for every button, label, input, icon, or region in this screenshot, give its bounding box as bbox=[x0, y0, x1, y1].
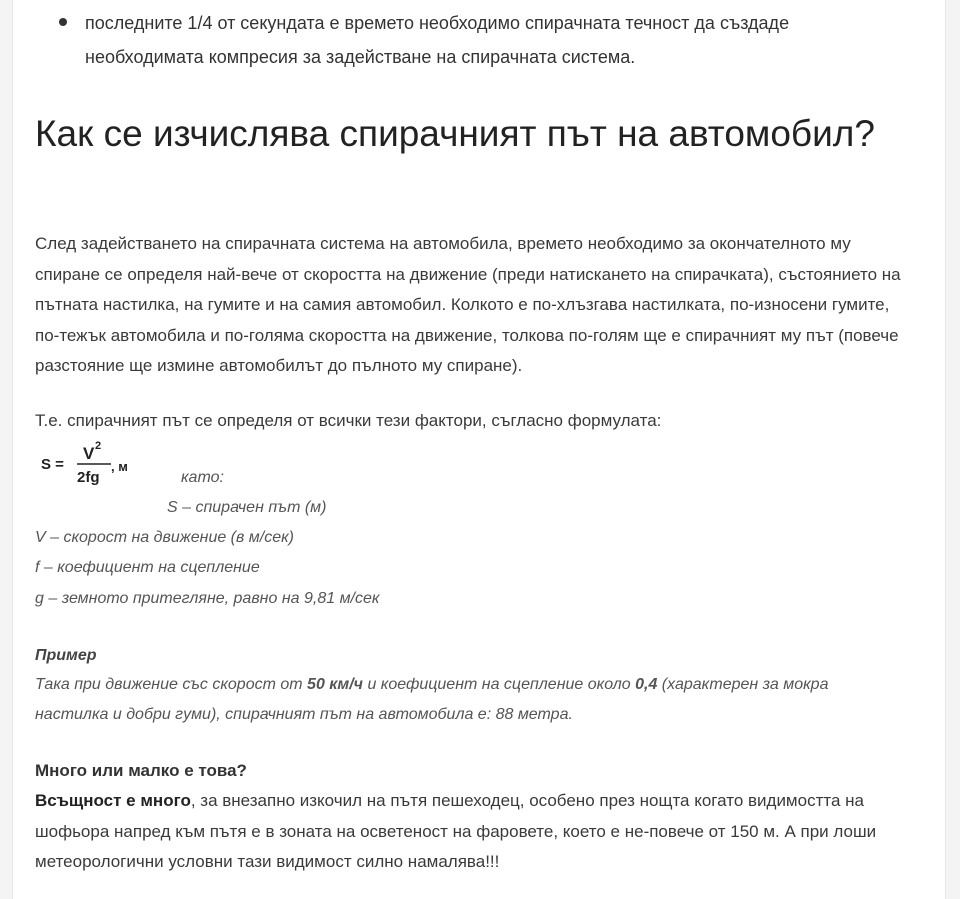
definition-f: f – коефициент на сцепление bbox=[35, 559, 260, 576]
bullet-list bbox=[49, 6, 909, 74]
example-speed: 50 км/ч bbox=[307, 676, 364, 693]
list-item bbox=[49, 6, 909, 74]
bullet-dot-icon bbox=[59, 18, 67, 26]
example-text-part: и коефициент на сцепление около bbox=[363, 676, 636, 693]
list-item-text: последните 1/4 от секундата е времето необходимо спирачната течност да създаде необходимата компресия за задействане на спирачната система. bbox=[85, 13, 790, 67]
formula-unit: , м bbox=[111, 459, 128, 474]
example-text-part: Така при движение със скорост от bbox=[35, 676, 308, 693]
answer-paragraph bbox=[35, 786, 915, 878]
braking-distance-formula bbox=[39, 438, 169, 490]
example-coefficient: 0,4 bbox=[635, 676, 658, 693]
formula-exponent: 2 bbox=[95, 440, 102, 452]
question-heading: Много или малко е това? bbox=[35, 761, 247, 780]
formula-numerator: V bbox=[83, 444, 95, 463]
answer-emphasis: Всъщност е много bbox=[35, 791, 191, 810]
example-text bbox=[35, 670, 905, 730]
formula-denominator: 2fg bbox=[77, 469, 100, 486]
definition-v: V – скорост на движение (в м/сек) bbox=[35, 529, 294, 546]
example-title: Пример bbox=[35, 647, 97, 664]
answer-text: , за внезапно изкочил на пътя пешеходец, особено през нощта когато видимостта на шофьора напред към пътя е в зоната на осветеност на фаровете, което е не-повече от 150 м. А при лоши метеорологични условни тази видимост силно намалява!!! bbox=[35, 791, 877, 871]
formula-lhs: S = bbox=[41, 456, 64, 473]
section-heading: Как се изчислява спирачният път на автомобил? bbox=[35, 113, 875, 154]
example-text-part: (характерен за мокра настилка и добри гуми), спирачният път на автомобила е: 88 метра. bbox=[35, 676, 829, 723]
definition-kato: като: bbox=[181, 469, 224, 486]
paragraph-braking-factors: След задействането на спирачната система на автомобила, времето необходимо за окончателното му спиране се определя най-вече от скоростта на движение (преди натискането на спирачката), състоянието на пътната настилка, на гумите и на самия автомобил. Колкото е по-хлъзгава настилката, по-износени гумите, по-тежък автомобила и по-голяма скоростта на движение, толкова по-голям ще е спирачният му път (повече разстояние ще измине автомобилът до пълното му спиране). bbox=[35, 234, 901, 375]
article-card bbox=[12, 0, 946, 899]
formula-intro: Т.е. спирачният път се определя от всички тези фактори, съгласно формулата: bbox=[35, 411, 662, 430]
definition-s: S – спирачен път (м) bbox=[167, 499, 327, 516]
definition-g: g – земното притегляне, равно на 9,81 м/сек bbox=[35, 590, 380, 607]
